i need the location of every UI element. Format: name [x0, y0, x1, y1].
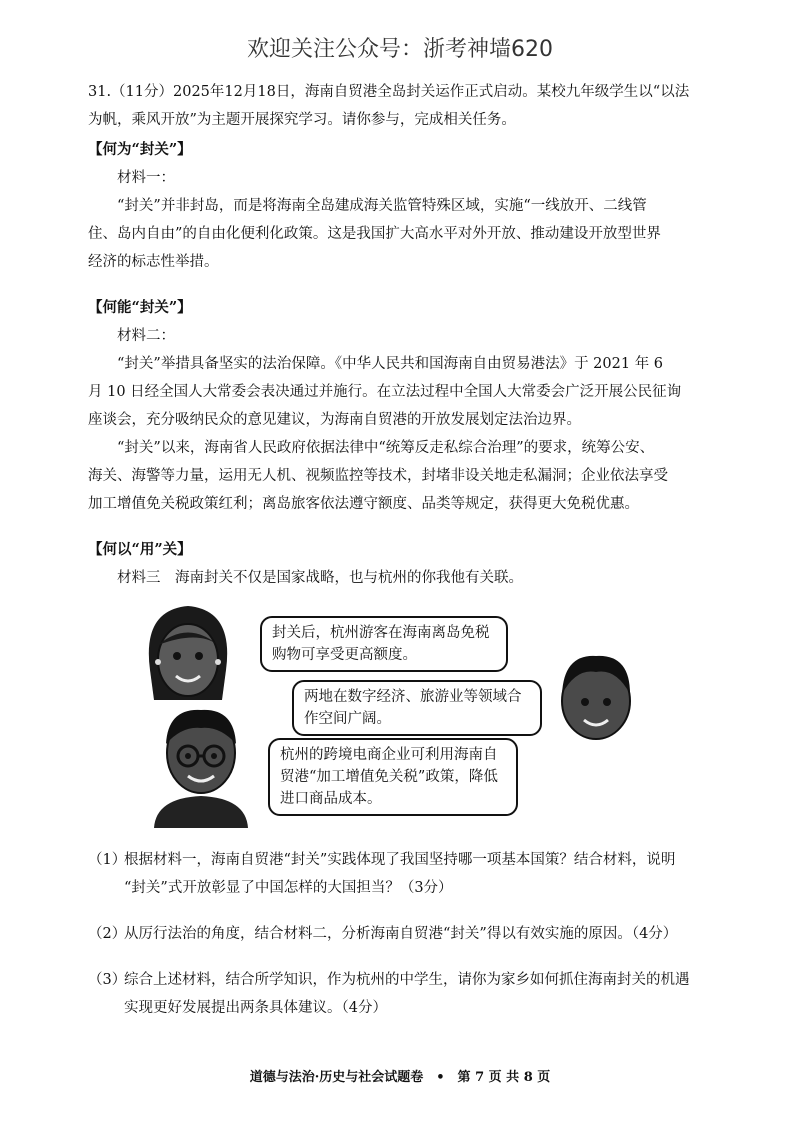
- material1-line: “封关”并非封岛，而是将海南全岛建成海关监管特殊区域，实施“一线放开、二线管: [117, 198, 647, 214]
- section2-title: 【何能“封关”】: [88, 299, 192, 316]
- speech-bubble-boy: 两地在数字经济、旅游业等领域合作空间广阔。: [292, 680, 542, 736]
- subquestion-2: [88, 920, 728, 948]
- exam-question: [88, 78, 728, 1022]
- section1-title: 【何为“封关”】: [88, 141, 192, 158]
- material1-line: 住、岛内自由”的自由化便利化政策。这是我国扩大高水平对外开放、推动建设开放型世界: [88, 226, 661, 242]
- subquestion-number: （2）: [88, 926, 127, 942]
- subquestion-1: [88, 846, 728, 902]
- subquestion-text: “封关”式开放彰显了中国怎样的大国担当？（3分）: [124, 880, 453, 896]
- question-intro-line2: 为帆，乘风开放”为主题开展探究学习。请你参与，完成相关任务。: [88, 112, 516, 128]
- material2-line: 海关、海警等力量，运用无人机、视频监控等技术，封堵非设关地走私漏洞；企业依法享受: [88, 468, 668, 484]
- subquestion-text: 从厉行法治的角度，结合材料二，分析海南自贸港“封关”得以有效实施的原因。（4分）: [124, 926, 678, 942]
- glasses-man-icon: [146, 698, 256, 828]
- material2-line: “封关”以来，海南省人民政府依据法律中“统筹反走私综合治理”的要求，统筹公安、: [117, 440, 655, 456]
- material2-line: 座谈会，充分吸纳民众的意见建议，为海南自贸港的开放发展划定法治边界。: [88, 412, 581, 428]
- watermark-banner: 欢迎关注公众号：浙考神墙620: [247, 37, 553, 62]
- girl-face-icon: [138, 600, 238, 710]
- question-intro-line1: 31.（11分）2025年12月18日，海南自贸港全岛封关运作正式启动。某校九年级学生以“以法: [88, 84, 690, 100]
- material3-label: 材料三 海南封关不仅是国家战略，也与杭州的你我他有关联。: [117, 570, 523, 586]
- material2-line: 月 10 日经全国人大常委会表决通过并施行。在立法过程中全国人大常委会广泛开展公民征询: [88, 384, 682, 400]
- subquestion-3: [88, 966, 728, 1022]
- speech-bubble-girl: 封关后，杭州游客在海南离岛免税购物可享受更高额度。: [260, 616, 508, 672]
- material1-label: 材料一：: [117, 170, 175, 186]
- subquestion-text: 实现更好发展提出两条具体建议。（4分）: [124, 1000, 387, 1016]
- subquestion-text: 根据材料一，海南自贸港“封关”实践体现了我国坚持哪一项基本国策？结合材料，说明: [124, 852, 676, 868]
- material2-line: “封关”举措具备坚实的法治保障。《中华人民共和国海南自由贸易港法》于 2021 年 6: [117, 356, 664, 372]
- dialogue-illustration: [88, 598, 728, 828]
- speech-bubble-man: 杭州的跨境电商企业可利用海南自贸港“加工增值免关税”政策，降低进口商品成本。: [268, 738, 518, 816]
- subquestion-text: 综合上述材料，结合所学知识，作为杭州的中学生，请你为家乡如何抓住海南封关的机遇: [124, 972, 690, 988]
- boy-face-icon: [546, 646, 646, 751]
- page-footer: 道德与法治·历史与社会试题卷 • 第 7 页 共 8 页: [249, 1070, 551, 1085]
- subquestion-number: （1）: [88, 852, 127, 868]
- subquestion-number: （3）: [88, 972, 127, 988]
- material1-line: 经济的标志性举措。: [88, 254, 219, 270]
- material2-line: 加工增值免关税政策红利；离岛旅客依法遵守额度、品类等规定，获得更大免税优惠。: [88, 496, 639, 512]
- section3-title: 【何以“用”关】: [88, 541, 192, 558]
- material2-label: 材料二：: [117, 328, 175, 344]
